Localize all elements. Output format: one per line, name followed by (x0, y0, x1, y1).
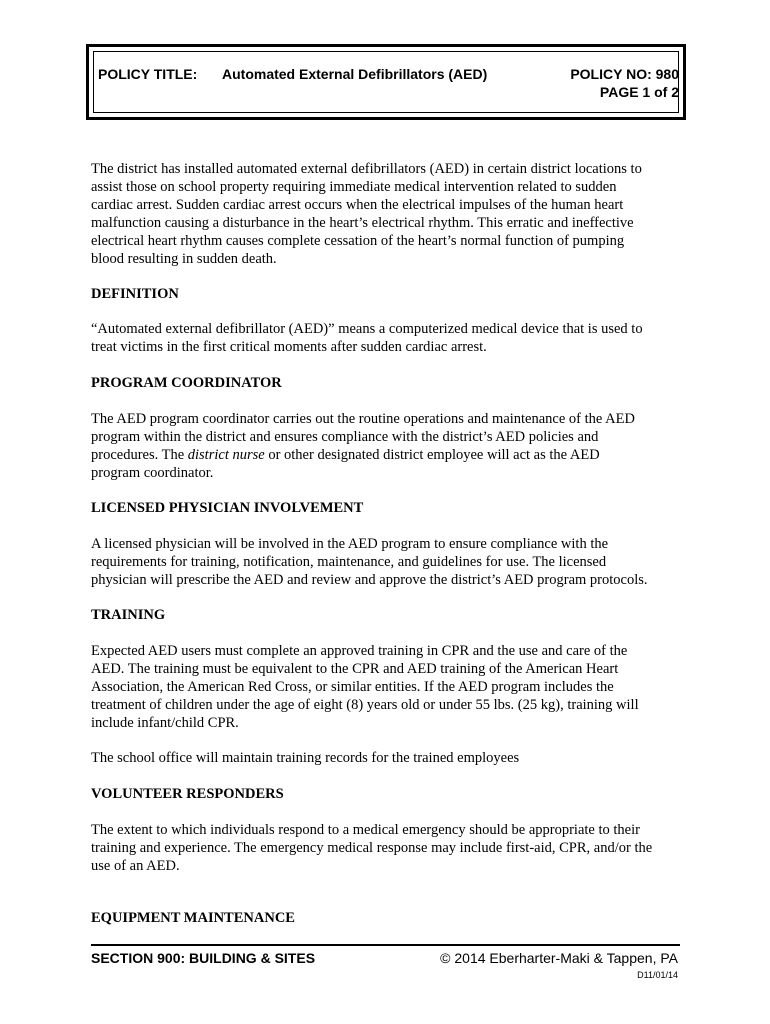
text-line: program coordinator. (91, 465, 214, 481)
footer-divider (91, 944, 680, 946)
definition-paragraph (91, 320, 691, 356)
text-line: AED. The training must be equivalent to the CPR and AED training of the American Heart (91, 661, 619, 677)
volunteer-responders-heading: VOLUNTEER RESPONDERS (91, 786, 284, 802)
page-indicator: PAGE 1 of 2 (599, 84, 679, 100)
text-line: physician will prescribe the AED and review and approve the district’s AED program protocols. (91, 572, 648, 588)
definition-heading: DEFINITION (91, 286, 179, 302)
text-line (91, 446, 691, 464)
policy-title: Automated External Defibrillators (AED) (222, 66, 488, 82)
text-line: assist those on school property requiring immediate medical intervention related to sudden (91, 179, 617, 195)
text-line: treat victims in the first critical moments after sudden cardiac arrest. (91, 339, 487, 355)
program-coordinator-heading: PROGRAM COORDINATOR (91, 375, 282, 391)
text-line: requirements for training, notification, maintenance, and guidelines for use. The licensed (91, 554, 607, 570)
physician-paragraph (91, 535, 691, 589)
text-line: program within the district and ensures compliance with the district’s AED policies and (91, 429, 599, 445)
equipment-maintenance-heading: EQUIPMENT MAINTENANCE (91, 910, 295, 926)
training-records-paragraph (91, 749, 691, 767)
text-line: “Automated external defibrillator (AED)” means a computerized medical device that is used to (91, 321, 643, 337)
volunteer-responders-paragraph (91, 821, 691, 875)
policy-title-label: POLICY TITLE: (98, 66, 198, 82)
text-line: The school office will maintain training records for the trained employees (91, 750, 520, 766)
intro-paragraph (91, 160, 691, 268)
training-paragraph (91, 642, 691, 732)
text-line: The extent to which individuals respond to a medical emergency should be appropriate to their (91, 822, 640, 838)
text-line: training and experience. The emergency medical response may include first-aid, CPR, and/or the (91, 840, 653, 856)
text-line: Association, the American Red Cross, or similar entities. If the AED program includes the (91, 679, 614, 695)
text-line: The AED program coordinator carries out the routine operations and maintenance of the AED (91, 411, 635, 427)
text-line: The district has installed automated external defibrillators (AED) in certain district locations to (91, 161, 642, 177)
text-line: treatment of children under the age of eight (8) years old or under 55 lbs. (25 kg), training will (91, 697, 639, 713)
program-coordinator-paragraph (91, 410, 691, 482)
footer-copyright: © 2014 Eberharter-Maki & Tappen, PA (440, 950, 678, 966)
district-nurse-italic: district nurse (187, 447, 265, 463)
text-line: use of an AED. (91, 858, 180, 874)
footer-revision-code: D11/01/14 (637, 970, 678, 980)
training-heading: TRAINING (91, 607, 166, 623)
text-line: include infant/child CPR. (91, 715, 239, 731)
footer-section-label: SECTION 900: BUILDING & SITES (91, 950, 316, 966)
text-line: electrical heart rhythm causes complete cessation of the heart’s normal function of pumping (91, 233, 625, 249)
text-line: malfunction causing a disturbance in the heart’s electrical rhythm. This erratic and ineffective (91, 215, 634, 231)
text-segment: or other designated district employee will act as the AED (264, 447, 600, 463)
text-segment: procedures. The (91, 447, 188, 463)
text-line: blood resulting in sudden death. (91, 251, 277, 267)
policy-number: POLICY NO: 980 (570, 66, 679, 82)
text-line: cardiac arrest. Sudden cardiac arrest occurs when the electrical impulses of the human heart (91, 197, 624, 213)
text-line: Expected AED users must complete an approved training in CPR and the use and care of the (91, 643, 628, 659)
physician-heading: LICENSED PHYSICIAN INVOLVEMENT (91, 500, 364, 516)
text-line: A licensed physician will be involved in the AED program to ensure compliance with the (91, 536, 609, 552)
